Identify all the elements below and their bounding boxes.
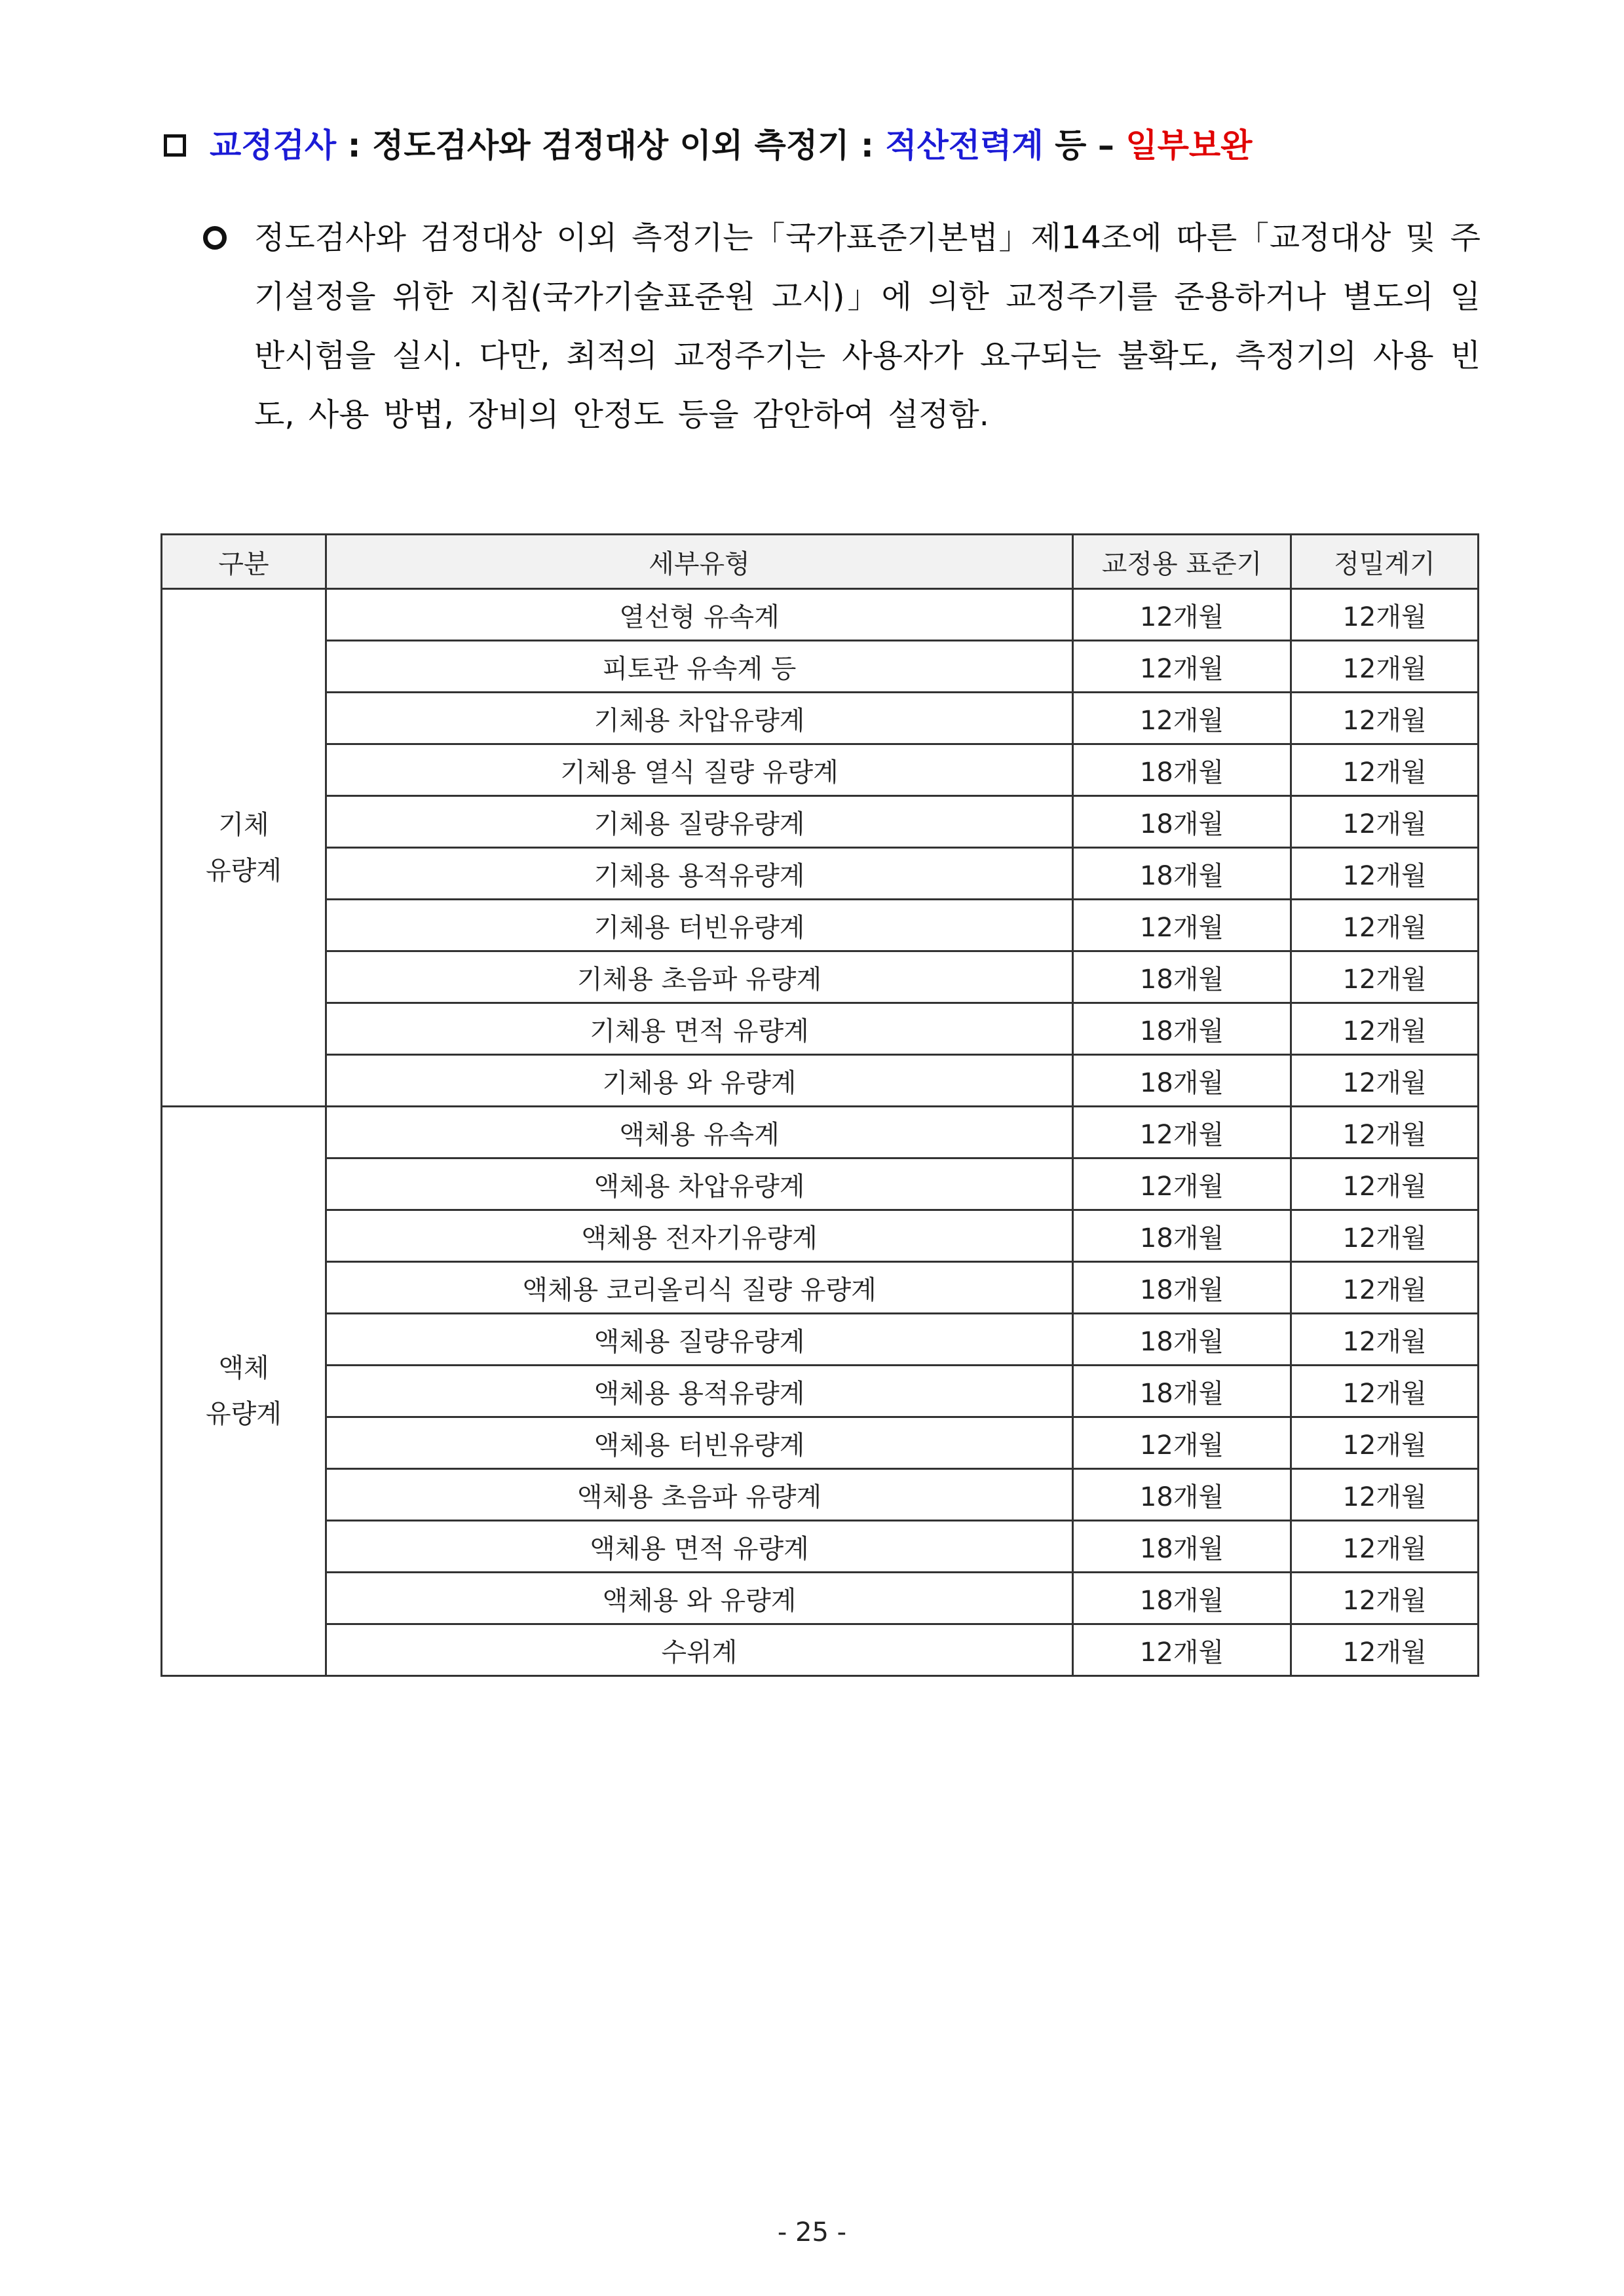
body-paragraph: [203, 208, 1481, 444]
precision-cycle-cell: 12개월: [1291, 1573, 1479, 1624]
subtype-cell: 기체용 면적 유량계: [326, 1003, 1073, 1055]
precision-cycle-cell: 12개월: [1291, 848, 1479, 900]
heading-suffix: 등 –: [1043, 126, 1126, 164]
calibration-cycle-table: [161, 533, 1479, 1677]
heading-status: 일부보완: [1125, 126, 1253, 164]
standard-cycle-cell: 18개월: [1073, 1469, 1291, 1521]
standard-cycle-cell: 12개월: [1073, 1107, 1291, 1158]
precision-cycle-cell: 12개월: [1291, 1107, 1479, 1158]
precision-cycle-cell: 12개월: [1291, 1262, 1479, 1314]
standard-cycle-cell: 18개월: [1073, 848, 1291, 900]
table-header-row: [162, 535, 1479, 589]
checkbox-square-icon: [164, 134, 186, 157]
subtype-cell: 액체용 유속계: [326, 1107, 1073, 1158]
table-row: [162, 848, 1479, 900]
subtype-cell: 기체용 차압유량계: [326, 693, 1073, 744]
header-subtype: 세부유형: [326, 535, 1073, 589]
table-row: [162, 744, 1479, 796]
subtype-cell: 피토관 유속계 등: [326, 641, 1073, 693]
table-row: [162, 1055, 1479, 1107]
category-cell: [162, 1107, 326, 1676]
subtype-cell: 열선형 유속계: [326, 589, 1073, 641]
standard-cycle-cell: 12개월: [1073, 1417, 1291, 1469]
precision-cycle-cell: 12개월: [1291, 744, 1479, 796]
precision-cycle-cell: 12개월: [1291, 693, 1479, 744]
heading-term: 교정검사: [210, 126, 337, 164]
table-row: [162, 796, 1479, 848]
subtype-cell: 액체용 터빈유량계: [326, 1417, 1073, 1469]
standard-cycle-cell: 18개월: [1073, 744, 1291, 796]
category-cell: [162, 589, 326, 1107]
table-row: [162, 1158, 1479, 1210]
precision-cycle-cell: 12개월: [1291, 1003, 1479, 1055]
standard-cycle-cell: 12개월: [1073, 589, 1291, 641]
subtype-cell: 기체용 용적유량계: [326, 848, 1073, 900]
subtype-cell: 액체용 초음파 유량계: [326, 1469, 1073, 1521]
precision-cycle-cell: 12개월: [1291, 1521, 1479, 1573]
table-row: [162, 1417, 1479, 1469]
table-row: [162, 1210, 1479, 1262]
section-heading: [164, 119, 1474, 172]
subtype-cell: 액체용 질량유량계: [326, 1314, 1073, 1366]
precision-cycle-cell: 12개월: [1291, 1417, 1479, 1469]
table-row: [162, 1624, 1479, 1676]
table-row: [162, 1366, 1479, 1417]
precision-cycle-cell: 12개월: [1291, 1469, 1479, 1521]
standard-cycle-cell: 18개월: [1073, 1055, 1291, 1107]
subtype-cell: 기체용 열식 질량 유량계: [326, 744, 1073, 796]
table-row: [162, 693, 1479, 744]
table-row: [162, 1107, 1479, 1158]
precision-cycle-cell: 12개월: [1291, 1624, 1479, 1676]
header-standard: 교정용 표준기: [1073, 535, 1291, 589]
subtype-cell: 액체용 와 유량계: [326, 1573, 1073, 1624]
heading-example: 적산전력계: [885, 126, 1044, 164]
standard-cycle-cell: 12개월: [1073, 1158, 1291, 1210]
header-category: 구분: [162, 535, 326, 589]
standard-cycle-cell: 18개월: [1073, 1003, 1291, 1055]
table-row: [162, 1314, 1479, 1366]
subtype-cell: 기체용 와 유량계: [326, 1055, 1073, 1107]
standard-cycle-cell: 18개월: [1073, 1210, 1291, 1262]
standard-cycle-cell: 12개월: [1073, 641, 1291, 693]
table-row: [162, 589, 1479, 641]
table-row: [162, 951, 1479, 1003]
precision-cycle-cell: 12개월: [1291, 1055, 1479, 1107]
subtype-cell: 액체용 전자기유량계: [326, 1210, 1073, 1262]
precision-cycle-cell: 12개월: [1291, 589, 1479, 641]
subtype-cell: 액체용 차압유량계: [326, 1158, 1073, 1210]
precision-cycle-cell: 12개월: [1291, 1158, 1479, 1210]
standard-cycle-cell: 18개월: [1073, 951, 1291, 1003]
precision-cycle-cell: 12개월: [1291, 900, 1479, 951]
subtype-cell: 수위계: [326, 1624, 1073, 1676]
subtype-cell: 액체용 면적 유량계: [326, 1521, 1073, 1573]
subtype-cell: 기체용 질량유량계: [326, 796, 1073, 848]
standard-cycle-cell: 12개월: [1073, 1624, 1291, 1676]
standard-cycle-cell: 18개월: [1073, 1262, 1291, 1314]
table-body: [162, 589, 1479, 1676]
circle-bullet-icon: [203, 226, 227, 250]
category-label-line: 유량계: [206, 855, 282, 886]
precision-cycle-cell: 12개월: [1291, 1314, 1479, 1366]
standard-cycle-cell: 12개월: [1073, 900, 1291, 951]
table-row: [162, 900, 1479, 951]
category-label-line: 기체: [218, 809, 269, 840]
table-row: [162, 1469, 1479, 1521]
standard-cycle-cell: 18개월: [1073, 1573, 1291, 1624]
precision-cycle-cell: 12개월: [1291, 951, 1479, 1003]
table-row: [162, 1003, 1479, 1055]
table-row: [162, 641, 1479, 693]
heading-description: 정도검사와 검정대상 이외 측정기: [372, 126, 850, 164]
subtype-cell: 액체용 코리올리식 질량 유량계: [326, 1262, 1073, 1314]
precision-cycle-cell: 12개월: [1291, 1210, 1479, 1262]
standard-cycle-cell: 18개월: [1073, 1314, 1291, 1366]
subtype-cell: 액체용 용적유량계: [326, 1366, 1073, 1417]
table-row: [162, 1573, 1479, 1624]
standard-cycle-cell: 12개월: [1073, 693, 1291, 744]
precision-cycle-cell: 12개월: [1291, 1366, 1479, 1417]
heading-separator-2: :: [849, 126, 886, 164]
subtype-cell: 기체용 초음파 유량계: [326, 951, 1073, 1003]
standard-cycle-cell: 18개월: [1073, 1521, 1291, 1573]
subtype-cell: 기체용 터빈유량계: [326, 900, 1073, 951]
standard-cycle-cell: 18개월: [1073, 796, 1291, 848]
paragraph-text: 정도검사와 검정대상 이외 측정기는「국가표준기본법」제14조에 따른「교정대상 및 주기설정을 위한 지침(국가기술표준원 고시)」에 의한 교정주기를 준용하거나 별도의 일반시험을 실시. 다만, 최적의 교정주기는 사용자가 요구되는 불확도, 측정기의 사용 빈도, 사용 방법, 장비의 안정도 등을 감안하여 설정함.: [254, 220, 1481, 433]
header-precision: 정밀계기: [1291, 535, 1479, 589]
table-row: [162, 1262, 1479, 1314]
heading-separator: :: [336, 126, 373, 164]
standard-cycle-cell: 18개월: [1073, 1366, 1291, 1417]
category-label-line: 액체: [218, 1353, 269, 1383]
precision-cycle-cell: 12개월: [1291, 641, 1479, 693]
page-number: - 25 -: [777, 2217, 847, 2248]
precision-cycle-cell: 12개월: [1291, 796, 1479, 848]
category-label-line: 유량계: [206, 1399, 282, 1429]
table-row: [162, 1521, 1479, 1573]
